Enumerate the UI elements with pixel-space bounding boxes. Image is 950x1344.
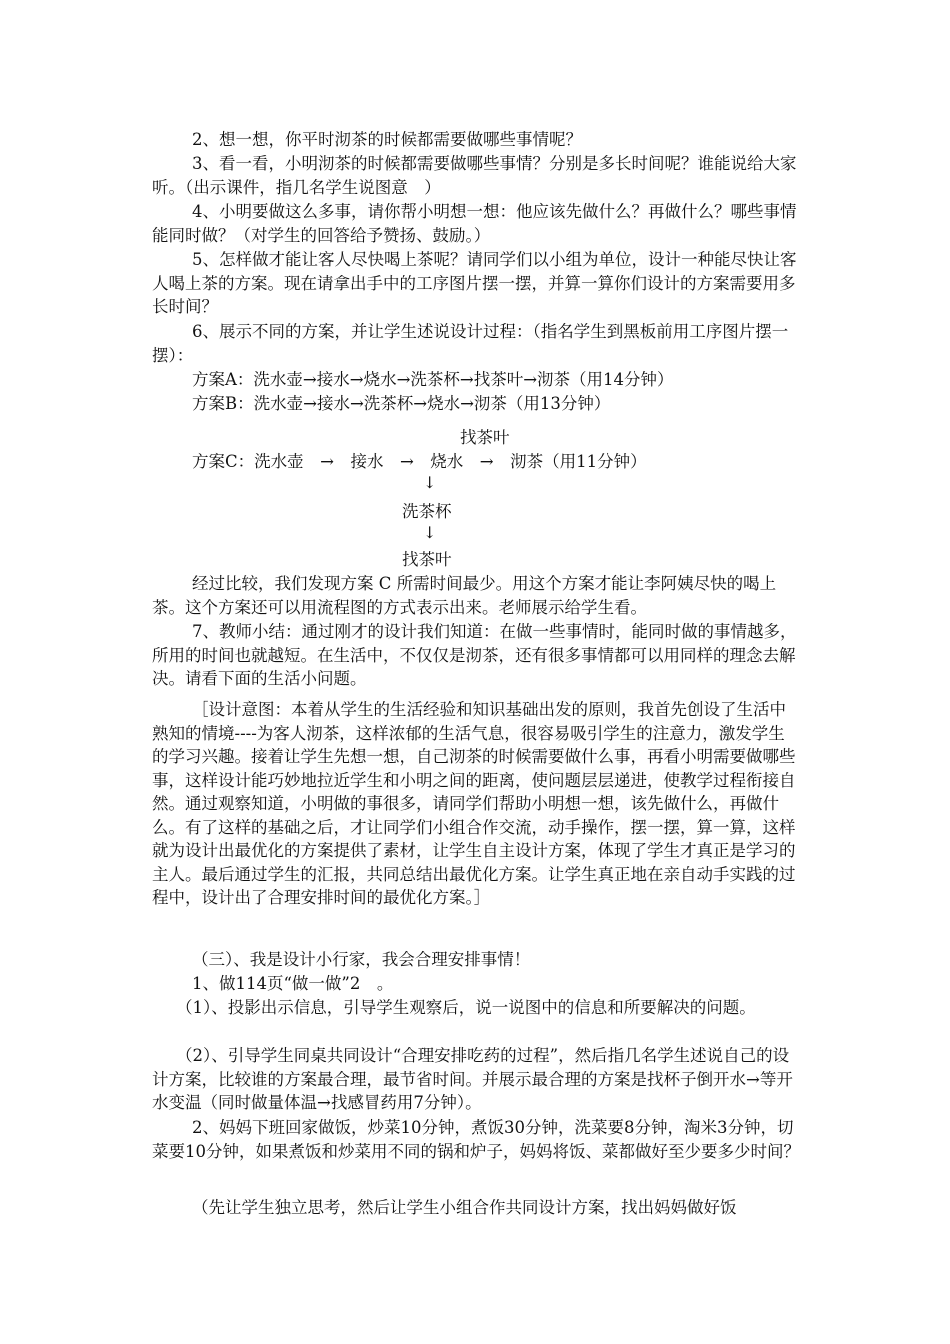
plan-a: 方案A：洗水壶→接水→烧水→洗茶杯→找茶叶→沏茶（用14分钟） (192, 370, 674, 389)
section-heading: （三）、我是设计小行家，我会合理安排事情！ (192, 950, 531, 969)
paragraph-exercise-2a: （先让学生独立思考，然后让学生小组合作共同设计方案，找出妈妈做好饭 (192, 1198, 737, 1217)
paragraph-show: 6、展示不同的方案，并让学生述说设计过程：（指名学生到黑板前用工序图片摆一摆）： (152, 322, 789, 365)
plan-c-bottom-label: 找茶叶 (402, 550, 452, 569)
paragraph-think: 2、想一想，你平时沏茶的时候都需要做哪些事情呢？ (192, 130, 582, 149)
plan-c-top-label: 找茶叶 (460, 428, 510, 447)
paragraph-design-intent: ［设计意图：本着从学生的生活经验和知识基础出发的原则，我首先创设了生活中熟知的情境----为客人沏茶，这样浓郁的生活气息，很容易吸引学生的注意力，激发学生的学习兴趣。接着让学生先想一想，自己沏茶的时候需要做什么事，再看小明需要做哪些事，这样设计能巧妙地拉近学生和小明之间的距离，使问题层层递进，使教学过程衔接自然。通过观察知道，小明做的事很多，请同学们帮助小明想一想，该先做什么，再做什么。有了这样的基础之后，才让同学们小组合作交流，动手操作，摆一摆，算一算，这样就为设计出最优化的方案提供了素材，让学生自主设计方案，体现了学生才真正是学习的主人。最后通过学生的汇报，共同总结出最优化方案。让学生真正地在亲自动手实践的过程中，设计出了合理安排时间的最优化方案。］ (152, 700, 796, 907)
down-arrow-icon: ↓ (423, 523, 437, 542)
paragraph-exercise-1b: （2）、引导学生同桌共同设计“合理安排吃药的过程”，然后指几名学生述说自己的设计方案，比较谁的方案最合理，最节省时间。并展示最合理的方案是找杯子倒开水→等开水变温（同时做量体温→找感冒药用7分钟）。 (152, 1046, 793, 1112)
paragraph-look: 3、看一看，小明沏茶的时候都需要做哪些事情？分别是多长时间呢？谁能说给大家听。（出示课件，指几名学生说图意 ） (152, 154, 797, 197)
plan-c: 方案C：洗水壶 → 接水 → 烧水 → 沏茶（用11分钟） (192, 452, 647, 471)
paragraph-compare: 经过比较，我们发现方案 C 所需时间最少。用这个方案才能让李阿姨尽快的喝上茶。这个方案还可以用流程图的方式表示出来。老师展示给学生看。 (152, 574, 777, 617)
paragraph-summary: 7、教师小结：通过刚才的设计我们知道：在做一些事情时，能同时做的事情越多，所用的时间也就越短。在生活中，不仅仅是沏茶，还有很多事情都可以用同样的理念去解决。请看下面的生活小问题。 (152, 622, 797, 688)
down-arrow-icon: ↓ (423, 473, 437, 492)
plan-c-mid-label: 洗茶杯 (402, 502, 452, 521)
plan-b: 方案B：洗水壶→接水→洗茶杯→烧水→沏茶（用13分钟） (192, 394, 611, 413)
paragraph-exercise-1a: （1）、投影出示信息，引导学生观察后，说一说图中的信息和所要解决的问题。 (176, 998, 756, 1017)
paragraph-how: 5、怎样做才能让客人尽快喝上茶呢？请同学们以小组为单位，设计一种能尽快让客人喝上茶的方案。现在请拿出手中的工序图片摆一摆，并算一算你们设计的方案需要用多长时间？ (152, 250, 797, 316)
paragraph-exercise-1: 1、做114页“做一做”2 。 (192, 974, 394, 993)
paragraph-exercise-2: 2、妈妈下班回家做饭，炒菜10分钟，煮饭30分钟，洗菜要8分钟，淘米3分钟，切菜要10分钟，如果煮饭和炒菜用不同的锅和炉子，妈妈将饭、菜都做好至少要多少时间？ (152, 1118, 800, 1161)
paragraph-help: 4、小明要做这么多事，请你帮小明想一想：他应该先做什么？再做什么？哪些事情能同时做？（对学生的回答给予赞扬、鼓励。） (152, 202, 797, 245)
